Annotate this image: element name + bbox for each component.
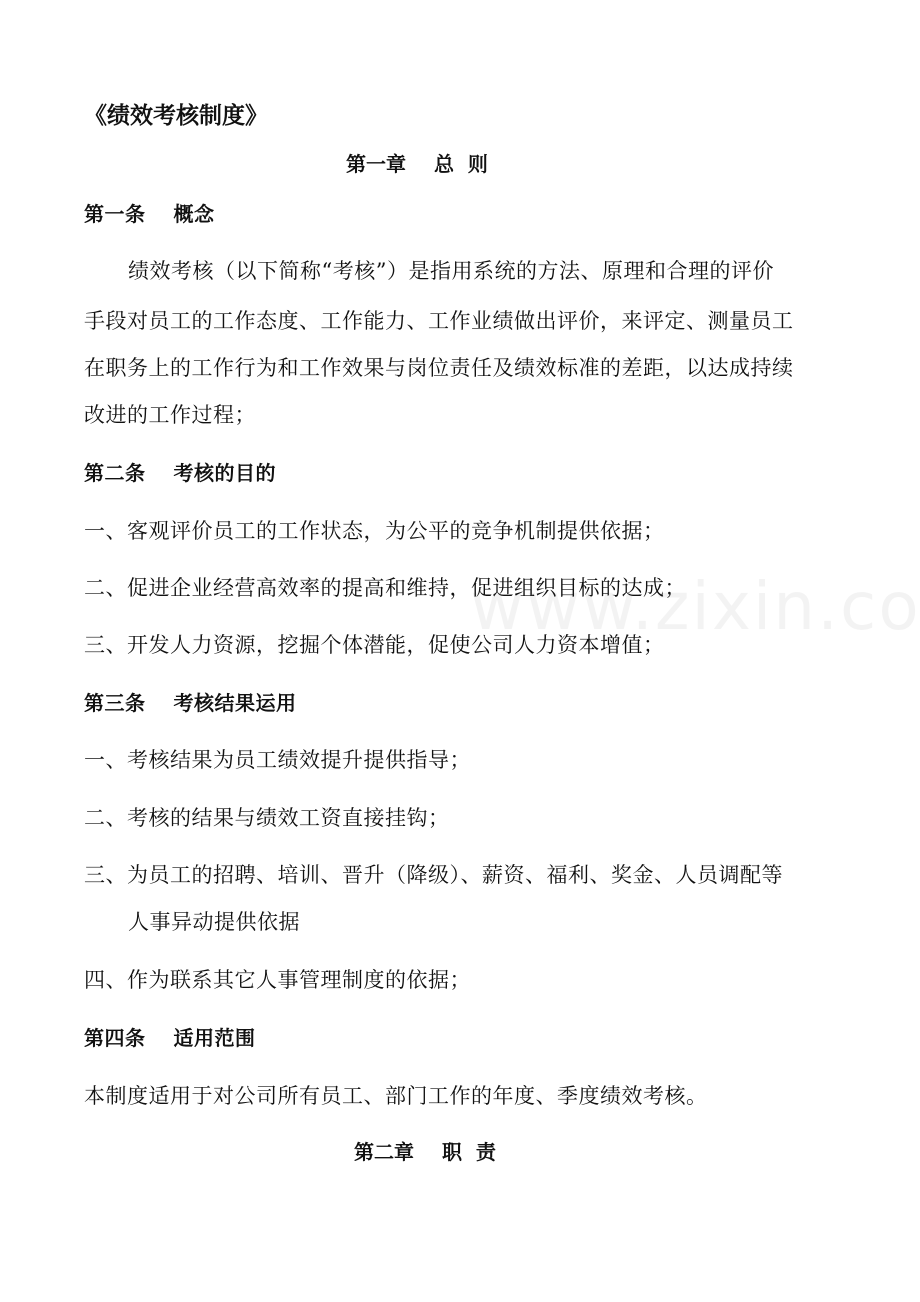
article-1-title: 概念 [173,202,215,226]
article-3-item-continuation: 人事异动提供依据 [128,910,300,934]
chapter-2-heading [354,1138,496,1166]
article-2-title: 考核的目的 [173,461,276,485]
chapter-2-name: 职 责 [442,1140,496,1164]
article-3-heading [84,689,297,717]
article-3-item: 一、考核结果为员工绩效提升提供指导； [84,748,471,772]
article-2-heading [84,459,276,487]
article-2-item: 二、促进企业经营高效率的提高和维持，促进组织目标的达成； [84,576,686,600]
article-4-title: 适用范围 [173,1026,256,1050]
article-3-item: 四、作为联系其它人事管理制度的依据； [84,968,471,992]
article-2-item: 一、客观评价员工的工作状态，为公平的竞争机制提供依据； [84,519,665,543]
article-1-label: 第一条 [84,202,146,226]
article-2-item: 三、开发人力资源，挖掘个体潜能，促使公司人力资本增值； [84,633,665,657]
article-1-heading [84,200,215,228]
article-3-item: 三、为员工的招聘、培训、晋升（降级）、薪资、福利、奖金、人员调配等 [84,863,783,887]
article-1-paragraph-line: 在职务上的工作行为和工作效果与岗位责任及绩效标准的差距，以达成持续 [84,356,794,380]
article-1-paragraph-line: 改进的工作过程； [84,403,256,427]
chapter-1-name: 总 则 [434,152,488,176]
article-3-item: 二、考核的结果与绩效工资直接挂钩； [84,806,450,830]
article-4-heading [84,1024,256,1052]
chapter-1-heading [346,150,488,178]
article-1-paragraph-line: 绩效考核（以下简称“考核”）是指用系统的方法、原理和合理的评价 [128,259,774,283]
article-2-label: 第二条 [84,461,146,485]
article-3-label: 第三条 [84,691,146,715]
article-4-label: 第四条 [84,1026,146,1050]
article-1-paragraph-line: 手段对员工的工作态度、工作能力、工作业绩做出评价，来评定、测量员工 [84,309,794,333]
article-4-text: 本制度适用于对公司所有员工、部门工作的年度、季度绩效考核。 [84,1084,708,1108]
article-3-title: 考核结果运用 [173,691,297,715]
chapter-2-label: 第二章 [354,1140,414,1164]
document-title: 《绩效考核制度》 [84,103,268,129]
chapter-1-label: 第一章 [346,152,406,176]
